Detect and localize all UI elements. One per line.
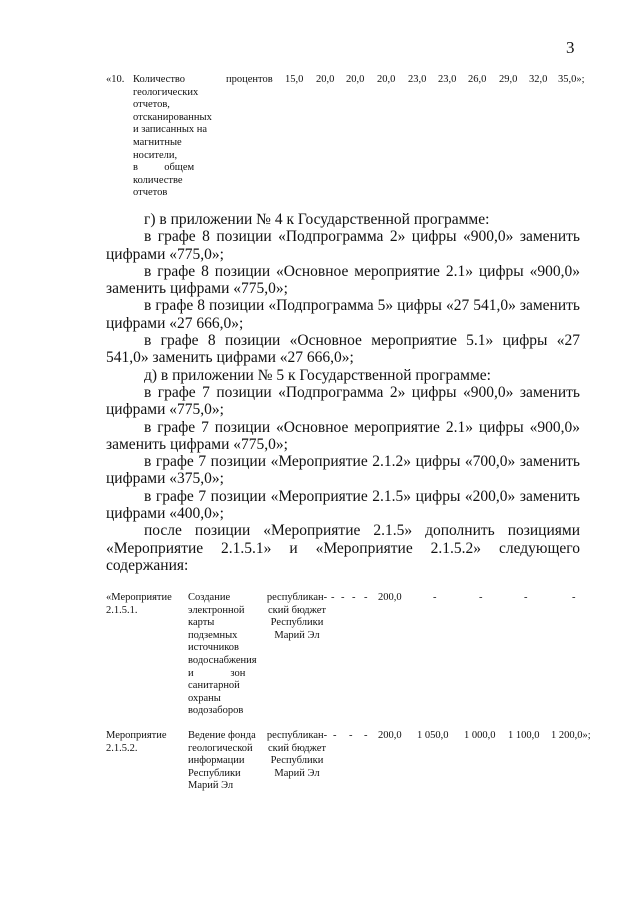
- name-line: Создание: [188, 592, 231, 603]
- item10-value: 26,0: [468, 74, 487, 85]
- table-row-name: [188, 592, 264, 718]
- paragraph: в графе 7 позиции «Мероприятие 2.1.5» цифры «200,0» заменить цифрами «400,0»;: [106, 487, 580, 523]
- paragraph: в графе 7 позиции «Подпрограмма 2» цифры «900,0» заменить цифрами «775,0»;: [106, 383, 580, 419]
- paragraph: в графе 8 позиции «Основное мероприятие 2.1» цифры «900,0» заменить цифрами «775,0»;: [106, 262, 580, 298]
- name-line: санитарной: [188, 680, 240, 692]
- name-line: источников: [188, 642, 240, 654]
- name-line: Ведение фонда: [188, 730, 256, 741]
- table-row-position: «Мероприятие 2.1.5.1.: [106, 592, 172, 616]
- item10-name-line: геологических: [133, 86, 199, 98]
- paragraph: в графе 7 позиции «Мероприятие 2.1.2» цифры «700,0» заменить цифрами «375,0»;: [106, 453, 580, 488]
- name-line: водоснабжения: [188, 654, 257, 666]
- paragraph: г) в приложении № 4 к Государственной программе:: [144, 211, 490, 228]
- item10-name: [133, 74, 218, 200]
- table-row-source: [262, 592, 332, 642]
- paragraph: д) в приложении № 5 к Государственной программе:: [144, 366, 491, 384]
- dash-cell: -: [352, 592, 356, 603]
- dash-cell: -: [364, 592, 368, 603]
- value-cell: 1 000,0: [464, 730, 496, 741]
- table-row-position: Мероприятие 2.1.5.2.: [106, 730, 167, 754]
- value-cell: -: [572, 592, 576, 603]
- item10-value: 35,0»;: [558, 74, 585, 85]
- page-number: 3: [566, 38, 575, 57]
- source-line: Марий Эл: [274, 629, 320, 641]
- item10-value: 20,0: [377, 74, 396, 85]
- source-line: ский бюджет: [268, 604, 326, 616]
- source-line: Марий Эл: [274, 767, 320, 779]
- dash-cell: -: [364, 730, 368, 741]
- item10-name-line: и записанных на: [133, 124, 208, 136]
- name-line: Марий Эл: [188, 780, 234, 792]
- item10-name-line: отчетов: [133, 187, 168, 199]
- dash-cell: -: [333, 730, 337, 741]
- item10-name-line: носители,: [133, 149, 178, 161]
- item10-value: 20,0: [346, 74, 365, 85]
- source-line: Республики: [270, 755, 324, 767]
- paragraph: в графе 8 позиции «Основное мероприятие 5.1» цифры «27 541,0» заменить цифрами «27 666,0»;: [106, 332, 580, 367]
- item10-name-line: магнитные: [133, 136, 182, 148]
- name-line: Республики: [188, 767, 241, 779]
- table-row-source: [262, 730, 332, 780]
- dash-cell: -: [341, 592, 345, 603]
- item10-name-line: количестве: [133, 174, 183, 186]
- name-line: геологической: [188, 742, 253, 754]
- dash-cell: -: [349, 730, 353, 741]
- value-cell: -: [524, 592, 528, 603]
- item10-unit: процентов: [226, 74, 273, 85]
- name-line: электронной: [188, 604, 245, 616]
- item10-name-line: в общем: [133, 162, 195, 174]
- table-row-name: [188, 730, 264, 793]
- value-cell: 1 200,0»;: [551, 730, 591, 741]
- paragraph: в графе 8 позиции «Подпрограмма 5» цифры «27 541,0» заменить цифрами «27 666,0»;: [106, 297, 580, 332]
- name-line: и зон: [188, 667, 246, 679]
- paragraph: в графе 8 позиции «Подпрограмма 2» цифры «900,0» заменить цифрами «775,0»;: [106, 228, 580, 263]
- paragraph: в графе 7 позиции «Основное мероприятие 2.1» цифры «900,0» заменить цифрами «775,0»;: [106, 418, 580, 453]
- dash-cell: -: [331, 592, 335, 603]
- item10-name-line: Количество: [133, 74, 186, 85]
- item10-value: 29,0: [499, 74, 518, 85]
- item10-value: 23,0: [408, 74, 427, 85]
- name-line: информации: [188, 755, 245, 767]
- value-cell: 1 050,0: [417, 730, 449, 741]
- item10-value: 20,0: [316, 74, 335, 85]
- paragraph: после позиции «Мероприятие 2.1.5» дополнить позициями «Мероприятие 2.1.5.1» и «Мероприятие 2.1.5.2» следующего содержания:: [106, 522, 580, 574]
- name-line: водозаборов: [188, 705, 244, 717]
- source-line: республикан-: [266, 730, 328, 741]
- value-cell: 1 100,0: [508, 730, 540, 741]
- source-line: ский бюджет: [268, 742, 326, 754]
- value-cell: -: [479, 592, 483, 603]
- source-line: Республики: [270, 617, 324, 629]
- source-line: республикан-: [266, 592, 328, 603]
- item10-value: 32,0: [529, 74, 548, 85]
- value-cell: -: [433, 592, 437, 603]
- item10-value: 23,0: [438, 74, 457, 85]
- value-cell: 200,0: [378, 592, 402, 603]
- item10-name-line: отчетов,: [133, 99, 170, 111]
- amendment-text: [106, 211, 580, 574]
- item10-number: «10.: [106, 74, 125, 85]
- name-line: охраны: [188, 692, 221, 704]
- item10-value: 15,0: [285, 74, 304, 85]
- value-cell: 200,0: [378, 730, 402, 741]
- name-line: подземных: [188, 629, 238, 641]
- item10-name-line: отсканированных: [133, 111, 212, 123]
- name-line: карты: [188, 617, 215, 629]
